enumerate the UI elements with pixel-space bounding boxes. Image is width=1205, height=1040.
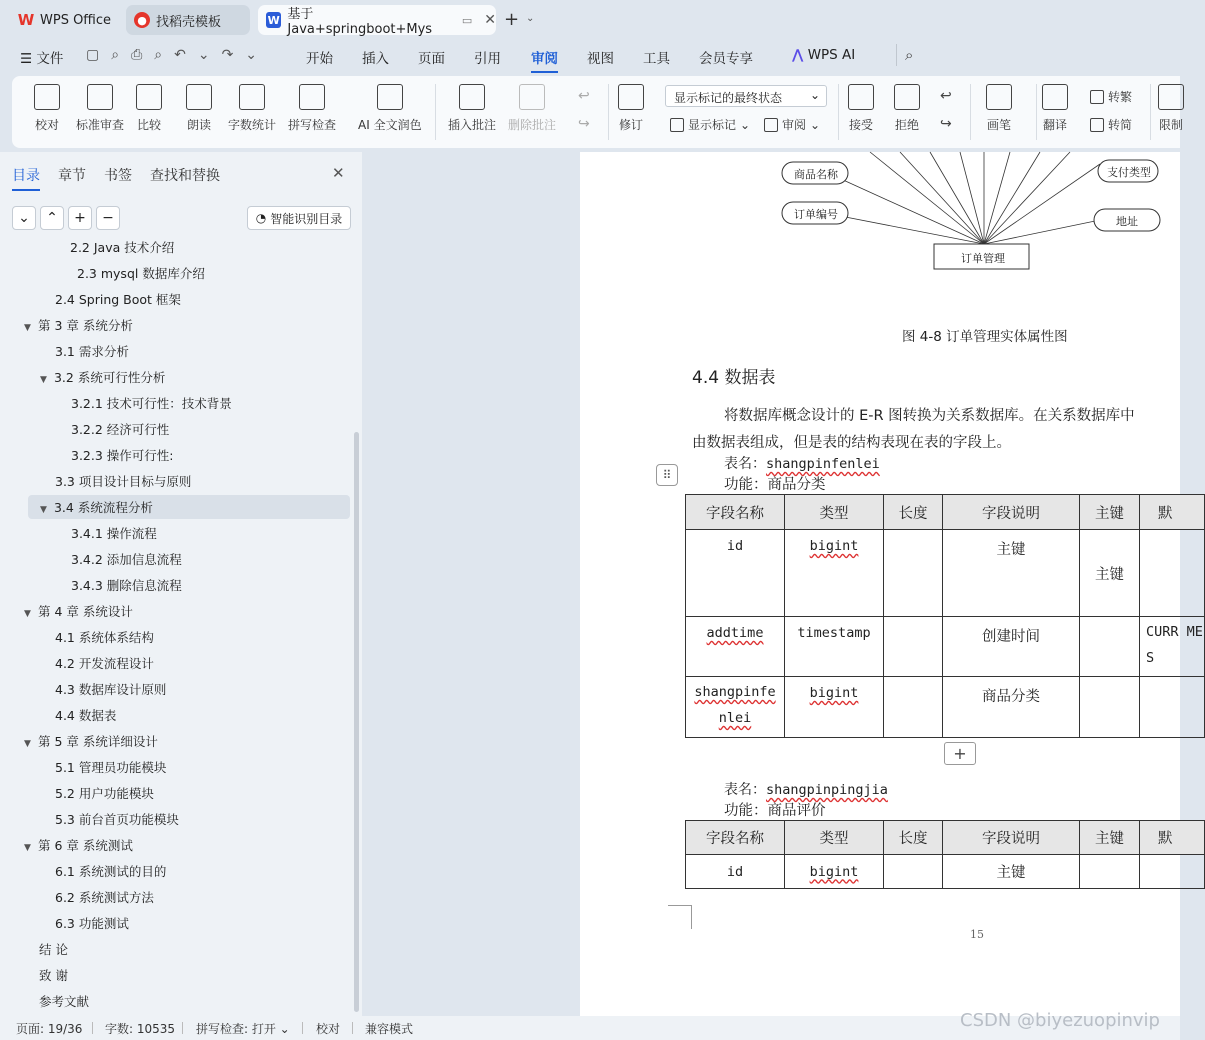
toc-item[interactable]: 6.2 系统测试方法 bbox=[55, 890, 154, 905]
show-marks-icon bbox=[670, 118, 684, 132]
toc-item[interactable]: 3.4.1 操作流程 bbox=[71, 526, 157, 541]
button-label: 删除批注 bbox=[508, 118, 557, 132]
menu-page[interactable]: 页面 bbox=[418, 51, 445, 67]
toc-item[interactable]: 6.1 系统测试的目的 bbox=[55, 864, 167, 879]
er-entity-order: 订单管理 bbox=[961, 252, 1005, 265]
pen-button[interactable] bbox=[986, 84, 1012, 133]
button-label: 朗读 bbox=[186, 118, 211, 132]
toc-item[interactable]: ▼ 第 5 章 系统详细设计 bbox=[24, 729, 158, 755]
header-cell: 字段说明 bbox=[943, 821, 1080, 855]
document-gutter bbox=[362, 152, 580, 1016]
translate-button[interactable] bbox=[1042, 84, 1068, 133]
standard-review-button[interactable] bbox=[76, 84, 124, 133]
header-cell: 字段说明 bbox=[943, 495, 1080, 530]
toc-item[interactable]: 结 论 bbox=[39, 942, 68, 957]
toc-item[interactable]: ▼ 第 3 章 系统分析 bbox=[24, 313, 133, 339]
button-label: 审阅 bbox=[782, 118, 807, 132]
cell: 商品分类 bbox=[943, 677, 1080, 738]
toc-item[interactable]: 3.2.2 经济可行性 bbox=[71, 422, 170, 437]
cell bbox=[1080, 617, 1140, 677]
table-handle-icon[interactable]: ⠿ bbox=[656, 464, 678, 486]
body-paragraph: 将数据库概念设计的 E-R 图转换为关系数据库。在关系数据库中 bbox=[724, 408, 1135, 424]
header-cell: 主键 bbox=[1080, 495, 1140, 530]
body-paragraph: 由数据表组成，但是表的结构表现在表的字段上。 bbox=[692, 435, 1011, 451]
tab-label: WPS Office bbox=[40, 12, 112, 28]
toc-list bbox=[0, 240, 362, 1016]
page-number: 15 bbox=[970, 928, 984, 941]
section-heading: 4.4 数据表 bbox=[692, 368, 776, 388]
label: 表名： bbox=[724, 456, 766, 472]
spell-check-status[interactable]: 拼写检查: 打开 ⌄ bbox=[196, 1022, 290, 1036]
toc-item[interactable]: 6.3 功能测试 bbox=[55, 916, 129, 931]
prev-comment-icon[interactable]: ↩ bbox=[578, 88, 590, 104]
button-label: 智能识别目录 bbox=[270, 211, 343, 226]
cell: id bbox=[686, 855, 785, 889]
header-cell: 类型 bbox=[785, 495, 884, 530]
table-row bbox=[686, 617, 1205, 677]
collapse-arrow-icon: ▼ bbox=[24, 609, 31, 619]
cell: shangpinfenlei bbox=[686, 677, 785, 738]
button-label: 插入批注 bbox=[448, 118, 497, 132]
search-icon[interactable]: ⌕ bbox=[905, 46, 914, 64]
tab-document[interactable] bbox=[258, 5, 496, 35]
next-comment-icon[interactable]: ↪ bbox=[578, 116, 590, 132]
menu-insert[interactable]: 插入 bbox=[362, 51, 389, 67]
insert-comment-icon bbox=[459, 84, 485, 110]
table-row bbox=[686, 677, 1205, 738]
data-table-2 bbox=[685, 820, 1205, 889]
review-pane-button[interactable]: 审阅 ⌄ bbox=[764, 116, 820, 133]
page-indicator[interactable]: 页面: 19/36 bbox=[16, 1022, 83, 1036]
delete-comment-icon bbox=[519, 84, 545, 110]
wps-ai-label: WPS AI bbox=[807, 47, 856, 63]
toc-item[interactable]: 4.1 系统体系结构 bbox=[55, 630, 154, 645]
button-label: 翻译 bbox=[1042, 118, 1067, 132]
read-aloud-button[interactable] bbox=[186, 84, 212, 133]
menu-start[interactable]: 开始 bbox=[306, 51, 333, 67]
cell: 主键 bbox=[1080, 530, 1140, 617]
pen-icon bbox=[986, 84, 1012, 110]
figure-caption: 图 4-8 订单管理实体属性图 bbox=[902, 329, 1068, 345]
read-aloud-icon bbox=[186, 84, 212, 110]
compare-icon bbox=[136, 84, 162, 110]
menu-reference[interactable]: 引用 bbox=[474, 51, 501, 67]
er-attr-address: 地址 bbox=[1116, 215, 1138, 228]
toc-item[interactable]: 5.3 前台首页功能模块 bbox=[55, 812, 179, 827]
toc-item-selected[interactable]: ▼ 3.4 系统流程分析 bbox=[40, 495, 153, 521]
table-name-value: shangpinpingjia bbox=[766, 782, 888, 798]
collapse-arrow-icon: ▼ bbox=[24, 739, 31, 749]
docer-icon: ● bbox=[134, 12, 150, 28]
cell: bigint bbox=[785, 677, 884, 738]
ai-polish-button[interactable] bbox=[358, 84, 422, 133]
cell bbox=[1140, 855, 1205, 889]
track-changes-icon bbox=[618, 84, 644, 110]
translate-icon bbox=[1042, 84, 1068, 110]
remove-heading-icon[interactable]: − bbox=[96, 206, 120, 230]
er-attr-pay-type: 支付类型 bbox=[1107, 166, 1151, 179]
button-label: 接受 bbox=[848, 118, 873, 132]
button-label: 修订 bbox=[618, 118, 643, 132]
delete-comment-button[interactable] bbox=[508, 84, 556, 133]
toc-item[interactable]: ▼ 3.2 系统可行性分析 bbox=[40, 365, 165, 391]
accept-icon bbox=[848, 84, 874, 110]
status-bar bbox=[0, 1010, 1180, 1040]
table-row bbox=[686, 855, 1205, 889]
collapse-icon[interactable]: ⌃ bbox=[40, 206, 64, 230]
divider bbox=[608, 84, 609, 140]
cell: 主键 bbox=[943, 855, 1080, 889]
to-traditional-button[interactable] bbox=[1090, 88, 1132, 105]
toc-item[interactable]: 参考文献 bbox=[39, 994, 90, 1009]
ai-polish-icon bbox=[377, 84, 403, 110]
tab-toc[interactable]: 目录 bbox=[12, 165, 40, 185]
header-cell: 字段名称 bbox=[686, 495, 785, 530]
traditional-icon bbox=[1090, 90, 1104, 104]
cell bbox=[1080, 677, 1140, 738]
track-changes-button[interactable] bbox=[618, 84, 644, 133]
toc-item[interactable]: 4.4 数据表 bbox=[55, 708, 117, 723]
button-label: 校对 bbox=[34, 118, 59, 132]
toc-item[interactable]: 2.2 Java 技术介绍 bbox=[70, 240, 175, 255]
table1-name bbox=[724, 453, 880, 473]
restrict-icon bbox=[1158, 84, 1184, 110]
button-label: 拒绝 bbox=[894, 118, 919, 132]
restrict-editing-button[interactable] bbox=[1158, 84, 1184, 133]
menu-view[interactable]: 视图 bbox=[587, 51, 614, 67]
toc-item[interactable]: ▼ 第 4 章 系统设计 bbox=[24, 599, 133, 625]
table1-function: 功能：商品分类 bbox=[724, 477, 826, 493]
button-label: 显示标记 bbox=[688, 118, 737, 132]
proofread-status[interactable]: 校对 bbox=[316, 1022, 341, 1036]
file-menu[interactable]: ☰ 文件 bbox=[20, 51, 64, 67]
er-attr-order-no: 订单编号 bbox=[794, 208, 838, 221]
button-label: 转简 bbox=[1108, 118, 1133, 132]
header-cell: 默 bbox=[1140, 495, 1205, 530]
wps-logo-icon: W bbox=[17, 11, 35, 29]
cell bbox=[884, 855, 943, 889]
cell bbox=[1140, 530, 1205, 617]
divider bbox=[1036, 84, 1037, 140]
smart-icon: ◔ bbox=[255, 211, 267, 225]
reject-button[interactable] bbox=[894, 84, 920, 133]
prev-change-icon[interactable]: ↩ bbox=[940, 88, 952, 104]
table-row bbox=[686, 530, 1205, 617]
menu-member[interactable]: 会员专享 bbox=[699, 51, 753, 67]
button-label: AI 全文润色 bbox=[358, 118, 422, 132]
spell-check-icon bbox=[299, 84, 325, 110]
divider bbox=[838, 84, 839, 140]
word-doc-icon: W bbox=[267, 13, 280, 27]
divider bbox=[970, 84, 971, 140]
divider bbox=[92, 1022, 93, 1034]
toc-item[interactable]: 3.4.3 删除信息流程 bbox=[71, 578, 182, 593]
file-menu-label: 文件 bbox=[36, 51, 64, 67]
simplified-icon bbox=[1090, 118, 1104, 132]
navigation-pane bbox=[0, 152, 362, 1016]
tab-label: 找稻壳模板 bbox=[156, 14, 222, 30]
button-label: 标准审查 bbox=[76, 118, 125, 132]
toc-item[interactable]: 3.4.2 添加信息流程 bbox=[71, 552, 182, 567]
proofread-icon bbox=[34, 84, 60, 110]
menu-review[interactable]: 审阅 bbox=[531, 47, 558, 67]
close-tab-icon[interactable]: ✕ bbox=[484, 12, 496, 28]
tab-bookmarks[interactable]: 书签 bbox=[104, 168, 132, 184]
table-header-row bbox=[686, 821, 1205, 855]
toc-item[interactable]: 致 谢 bbox=[39, 968, 68, 983]
toc-item[interactable]: 5.2 用户功能模块 bbox=[55, 786, 154, 801]
accept-button[interactable] bbox=[848, 84, 874, 133]
er-attr-name: 商品名称 bbox=[794, 168, 838, 181]
toc-item[interactable]: 3.1 需求分析 bbox=[55, 344, 129, 359]
header-cell: 长度 bbox=[884, 821, 943, 855]
cell: addtime bbox=[686, 617, 785, 677]
label: 表名： bbox=[724, 782, 766, 798]
show-marks-button[interactable]: 显示标记 ⌄ bbox=[670, 116, 750, 133]
divider bbox=[302, 1022, 303, 1034]
tab-label: 基于Java+springboot+Mys bbox=[287, 7, 433, 37]
wps-ai-icon: ⋀ bbox=[792, 47, 804, 63]
word-count[interactable]: 字数: 10535 bbox=[105, 1022, 176, 1036]
new-tab-icon[interactable]: + bbox=[504, 9, 520, 30]
cell: 主键 bbox=[943, 530, 1080, 617]
cell: 创建时间 bbox=[943, 617, 1080, 677]
header-cell: 主键 bbox=[1080, 821, 1140, 855]
select-value: 显示标记的最终状态 bbox=[674, 91, 783, 105]
tab-find-replace[interactable]: 查找和替换 bbox=[150, 168, 220, 184]
cell: bigint bbox=[785, 855, 884, 889]
button-label: 比较 bbox=[136, 118, 161, 132]
smart-toc-button[interactable] bbox=[247, 206, 351, 230]
to-simplified-button[interactable] bbox=[1090, 116, 1132, 133]
watermark: CSDN @biyezuopinvip bbox=[960, 1010, 1160, 1031]
quick-access-icons[interactable]: ▢⌕⎙⌕↶⌄↷⌄ bbox=[86, 47, 270, 63]
word-count-button[interactable] bbox=[228, 84, 276, 133]
toc-item[interactable]: 4.3 数据库设计原则 bbox=[55, 682, 167, 697]
header-cell: 默 bbox=[1140, 821, 1205, 855]
header-cell: 类型 bbox=[785, 821, 884, 855]
tab-chapters[interactable]: 章节 bbox=[58, 168, 86, 184]
toc-item[interactable]: 3.2.1 技术可行性：技术背景 bbox=[71, 396, 232, 411]
divider bbox=[435, 84, 436, 140]
cell bbox=[1140, 677, 1205, 738]
monitor-icon[interactable]: ▭ bbox=[461, 13, 473, 27]
collapse-arrow-icon: ▼ bbox=[24, 843, 31, 853]
title-bar bbox=[0, 0, 1180, 40]
cell bbox=[1080, 855, 1140, 889]
toc-item[interactable]: 5.1 管理员功能模块 bbox=[55, 760, 167, 775]
standard-review-icon bbox=[87, 84, 113, 110]
tab-wps-office[interactable] bbox=[10, 5, 120, 35]
table2-function: 功能：商品评价 bbox=[724, 803, 826, 819]
cell: timestamp bbox=[785, 617, 884, 677]
cell: CURR MES bbox=[1140, 617, 1205, 677]
document-page bbox=[580, 152, 1203, 1016]
button-label: 字数统计 bbox=[228, 118, 277, 132]
insert-comment-button[interactable] bbox=[448, 84, 496, 133]
ribbon-toolbar bbox=[12, 76, 1183, 148]
add-row-icon[interactable]: + bbox=[944, 742, 976, 765]
collapse-arrow-icon: ▼ bbox=[24, 323, 31, 333]
divider bbox=[896, 44, 897, 66]
review-pane-icon bbox=[764, 118, 778, 132]
cell: bigint bbox=[785, 530, 884, 617]
menu-tools[interactable]: 工具 bbox=[643, 51, 670, 67]
add-heading-icon[interactable]: + bbox=[68, 206, 92, 230]
compare-button[interactable] bbox=[136, 84, 162, 133]
markup-display-select[interactable] bbox=[665, 85, 827, 107]
table-name-value: shangpinfenlei bbox=[766, 456, 880, 472]
collapse-arrow-icon: ▼ bbox=[40, 505, 47, 515]
toc-scrollbar[interactable] bbox=[354, 432, 359, 1012]
collapse-arrow-icon: ▼ bbox=[40, 375, 47, 385]
menu-wps-ai[interactable] bbox=[792, 47, 855, 63]
divider bbox=[352, 1022, 353, 1034]
toc-item[interactable]: 4.2 开发流程设计 bbox=[55, 656, 154, 671]
cell bbox=[884, 677, 943, 738]
button-label: 转繁 bbox=[1108, 90, 1133, 104]
toc-item[interactable]: 3.2.3 操作可行性: bbox=[71, 448, 174, 463]
table2-name bbox=[724, 779, 888, 799]
toc-item[interactable]: ▼ 第 6 章 系统测试 bbox=[24, 833, 133, 859]
toc-item[interactable]: 3.3 项目设计目标与原则 bbox=[55, 474, 192, 489]
header-cell: 字段名称 bbox=[686, 821, 785, 855]
cell bbox=[884, 617, 943, 677]
proofread-button[interactable] bbox=[34, 84, 60, 133]
divider bbox=[1150, 84, 1151, 140]
chevron-down-icon: ⌄ bbox=[809, 88, 820, 102]
menu-bar bbox=[0, 40, 1180, 72]
data-table-1 bbox=[685, 494, 1205, 738]
toc-item[interactable]: 2.4 Spring Boot 框架 bbox=[55, 292, 181, 307]
button-label: 限制 bbox=[1158, 118, 1183, 132]
button-label: 拼写检查 bbox=[288, 118, 337, 132]
header-cell: 长度 bbox=[884, 495, 943, 530]
spell-check-button[interactable] bbox=[288, 84, 336, 133]
compat-mode: 兼容模式 bbox=[365, 1022, 414, 1036]
expand-icon[interactable]: ⌄ bbox=[12, 206, 36, 230]
toc-item[interactable]: 2.3 mysql 数据库介绍 bbox=[77, 266, 205, 281]
word-count-icon bbox=[239, 84, 265, 110]
chevron-down-icon[interactable]: ⌄ bbox=[526, 13, 535, 24]
close-pane-icon[interactable]: ✕ bbox=[332, 164, 345, 182]
divider bbox=[182, 1022, 183, 1034]
next-change-icon[interactable]: ↪ bbox=[940, 116, 952, 132]
button-label: 画笔 bbox=[986, 118, 1011, 132]
cell bbox=[884, 530, 943, 617]
reject-icon bbox=[894, 84, 920, 110]
cell: id bbox=[686, 530, 785, 617]
page-corner-mark bbox=[668, 905, 692, 929]
table-header-row bbox=[686, 495, 1205, 530]
status-label: 拼写检查: 打开 bbox=[196, 1022, 276, 1036]
tab-docer[interactable] bbox=[126, 5, 250, 35]
